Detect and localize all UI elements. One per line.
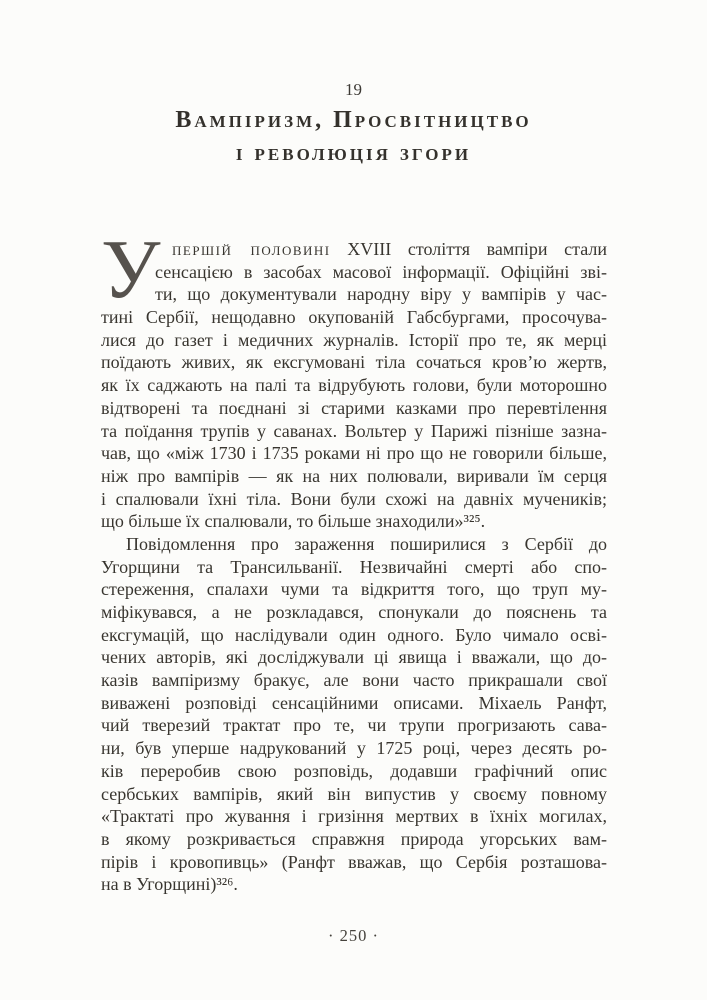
- text-line: ків переробив свою розповідь, додавши графічний опис: [101, 760, 607, 781]
- text-line: Повідомлення про зараження поширилися з Сербії до: [126, 533, 607, 554]
- text-line: Угорщини та Трансильванії. Незвичайні смерті або спо-: [101, 556, 607, 577]
- text-line: сербських вампірів, який він випустив у своєму повному: [101, 783, 607, 804]
- chapter-title-line-2: і революція згори: [235, 140, 472, 166]
- text-line: та поїдання трупів у саванах. Вольтер у Парижі пізніше зазна-: [101, 420, 607, 441]
- lead-rest: XVIII століття вампіри стали: [330, 239, 607, 259]
- paragraph-2: [101, 533, 607, 896]
- text-line: лися до газет і медичних журналів. Історії про те, як мерці: [101, 329, 607, 350]
- text-line: відтворені та поєднані зі старими казками про перевтілення: [101, 397, 607, 418]
- dropcap-letter: У: [101, 223, 161, 316]
- text-line: чених авторів, які досліджували ці явища і вважали, що до-: [101, 647, 607, 668]
- text-line: ти, що документували народну віру у вампірів у час-: [155, 284, 607, 305]
- text-line: як їх саджають на палі та відрубують голови, були моторошно: [101, 375, 607, 396]
- text-line: на в Угорщині)³²⁶.: [101, 874, 238, 895]
- text-line: [101, 238, 607, 261]
- lead-smallcaps: першій половині: [172, 239, 331, 259]
- body-text: [101, 223, 607, 896]
- text-line: і спалювали їхні тіла. Вони були схожі на давніх мучеників;: [101, 488, 607, 509]
- text-line: чав, що «між 1730 і 1735 роками ні про що не говорили більше,: [101, 443, 607, 464]
- paragraph-1: [101, 223, 607, 533]
- text-line: в якому розкривається справжня природа угорських вам-: [101, 828, 607, 849]
- chapter-title: [0, 104, 707, 170]
- chapter-number: 19: [345, 80, 362, 99]
- chapter-title-line-1: Вампіризм, Просвітництво: [175, 107, 532, 133]
- text-line: казів вампіризму бракує, але вони часто прикрашали свої: [101, 670, 607, 691]
- page-number: · 250 ·: [328, 926, 379, 945]
- text-line: пірів і кровопивць» (Ранфт вважав, що Сербія розташова-: [101, 851, 607, 872]
- text-line: міфікувався, а не розкладався, спонукали до пояснень та: [101, 602, 607, 622]
- text-line: поїдають живих, як ексгумовані тіла сочаться кров’ю жертв,: [101, 352, 607, 373]
- text-line: ни, був уперше надрукований у 1725 році, через десять ро-: [101, 738, 607, 759]
- text-line: сенсацією в засобах масової інформації. Офіційні зві-: [155, 261, 607, 282]
- text-line: ніж про вампірів — як на них полювали, виривали їм серця: [101, 465, 607, 486]
- text-line: «Трактаті про жування і гризіння мертвих в їхніх могилах,: [101, 806, 607, 827]
- text-line: чий тверезий трактат про те, чи трупи прогризають сава-: [101, 715, 607, 736]
- text-line: що більше їх спалювали, то більше знаходили»³²⁵.: [101, 511, 486, 532]
- text-line: тині Сербії, нещодавно окупованій Габсбургами, просочува-: [101, 307, 607, 328]
- text-line: ексгумацій, що наслідували один одного. Було чимало осві-: [101, 624, 607, 645]
- text-line: стереження, спалахи чуми та відкриття того, що труп му-: [101, 579, 607, 600]
- text-line: виважені розповіді сенсаційними описами. Міхаель Ранфт,: [101, 692, 607, 713]
